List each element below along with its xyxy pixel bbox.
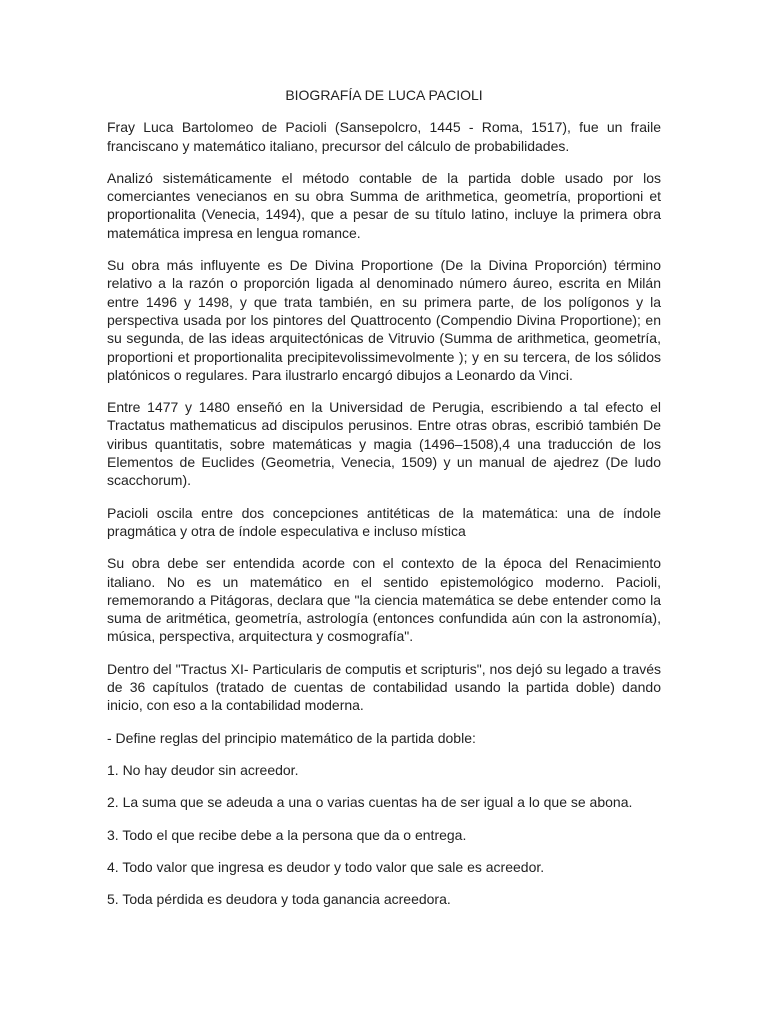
list-item: 3. Todo el que recibe debe a la persona que da o entrega. — [107, 826, 467, 843]
paragraph-divina-proportione: Su obra más influyente es De Divina Proportione (De la Divina Proporción) término relativo a la razón o proporción ligada al denominado número áureo, escrita en Milán entre 1496 y 1498, y que trata también, en su primera parte, de los polígonos y la perspectiva usada por los pintores del Quattrocento (Compendio Divina Proportione); en su segunda, de las ideas arquitectónicas de Vitruvio (Summa de arithmetica, geometría, proportioni et proportionalita precipitevolissimevolmente ); y en su tercera, de los sólidos platónicos o regulares. Para ilustrarlo encargó dibujos a Leonardo da Vinci. — [107, 257, 661, 383]
paragraph-accounting-method: Analizó sistemáticamente el método contable de la partida doble usado por los comerciantes venecianos en su obra Summa de arithmetica, geometría, proportioni et proportionalita (Venecia, 1494), que a pesar de su título latino, incluye la primera obra matemática impresa en lengua romance. — [107, 169, 661, 241]
paragraph-perugia: Entre 1477 y 1480 enseñó en la Universidad de Perugia, escribiendo a tal efecto el Tractatus mathematicus ad discipulos perusinos. Entre otras obras, escribió también De viribus quantitatis, sobre matemáticas y magia (1496–1508),4 una traducción de los Elementos de Euclides (Geometria, Venecia, 1509) y un manual de ajedrez (De ludo scacchorum). — [107, 399, 661, 489]
list-intro: - Define reglas del principio matemático de la partida doble: — [107, 729, 476, 746]
paragraph-tractus: Dentro del "Tractus XI- Particularis de computis et scripturis", nos dejó su legado a través de 36 capítulos (tratado de cuentas de contabilidad usando la partida doble) dando inicio, con eso a la contabilidad moderna. — [107, 660, 661, 714]
paragraph-conceptions: Pacioli oscila entre dos concepciones antitéticas de la matemática: una de índole pragmática y otra de índole especulativa e incluso mística — [107, 504, 661, 539]
list-item: 2. La suma que se adeuda a una o varias cuentas ha de ser igual a lo que se abona. — [107, 794, 633, 811]
list-item: 1. No hay deudor sin acreedor. — [107, 761, 299, 778]
paragraph-intro: Fray Luca Bartolomeo de Pacioli (Sansepolcro, 1445 - Roma, 1517), fue un fraile franciscano y matemático italiano, precursor del cálculo de probabilidades. — [107, 119, 661, 154]
paragraph-renaissance-context: Su obra debe ser entendida acorde con el contexto de la época del Renacimiento italiano. No es un matemático en el sentido epistemológico moderno. Pacioli, rememorando a Pitágoras, declara que "la ciencia matemática se debe entender como la suma de aritmética, geometría, astrología (entonces confundida aún con la astronomía), música, perspectiva, arquitectura y cosmografía". — [107, 555, 661, 645]
document-title: BIOGRAFÍA DE LUCA PACIOLI — [285, 87, 483, 103]
list-item: 5. Toda pérdida es deudora y toda ganancia acreedora. — [107, 891, 451, 908]
list-item: 4. Todo valor que ingresa es deudor y todo valor que sale es acreedor. — [107, 858, 545, 875]
document-body — [107, 86, 661, 922]
